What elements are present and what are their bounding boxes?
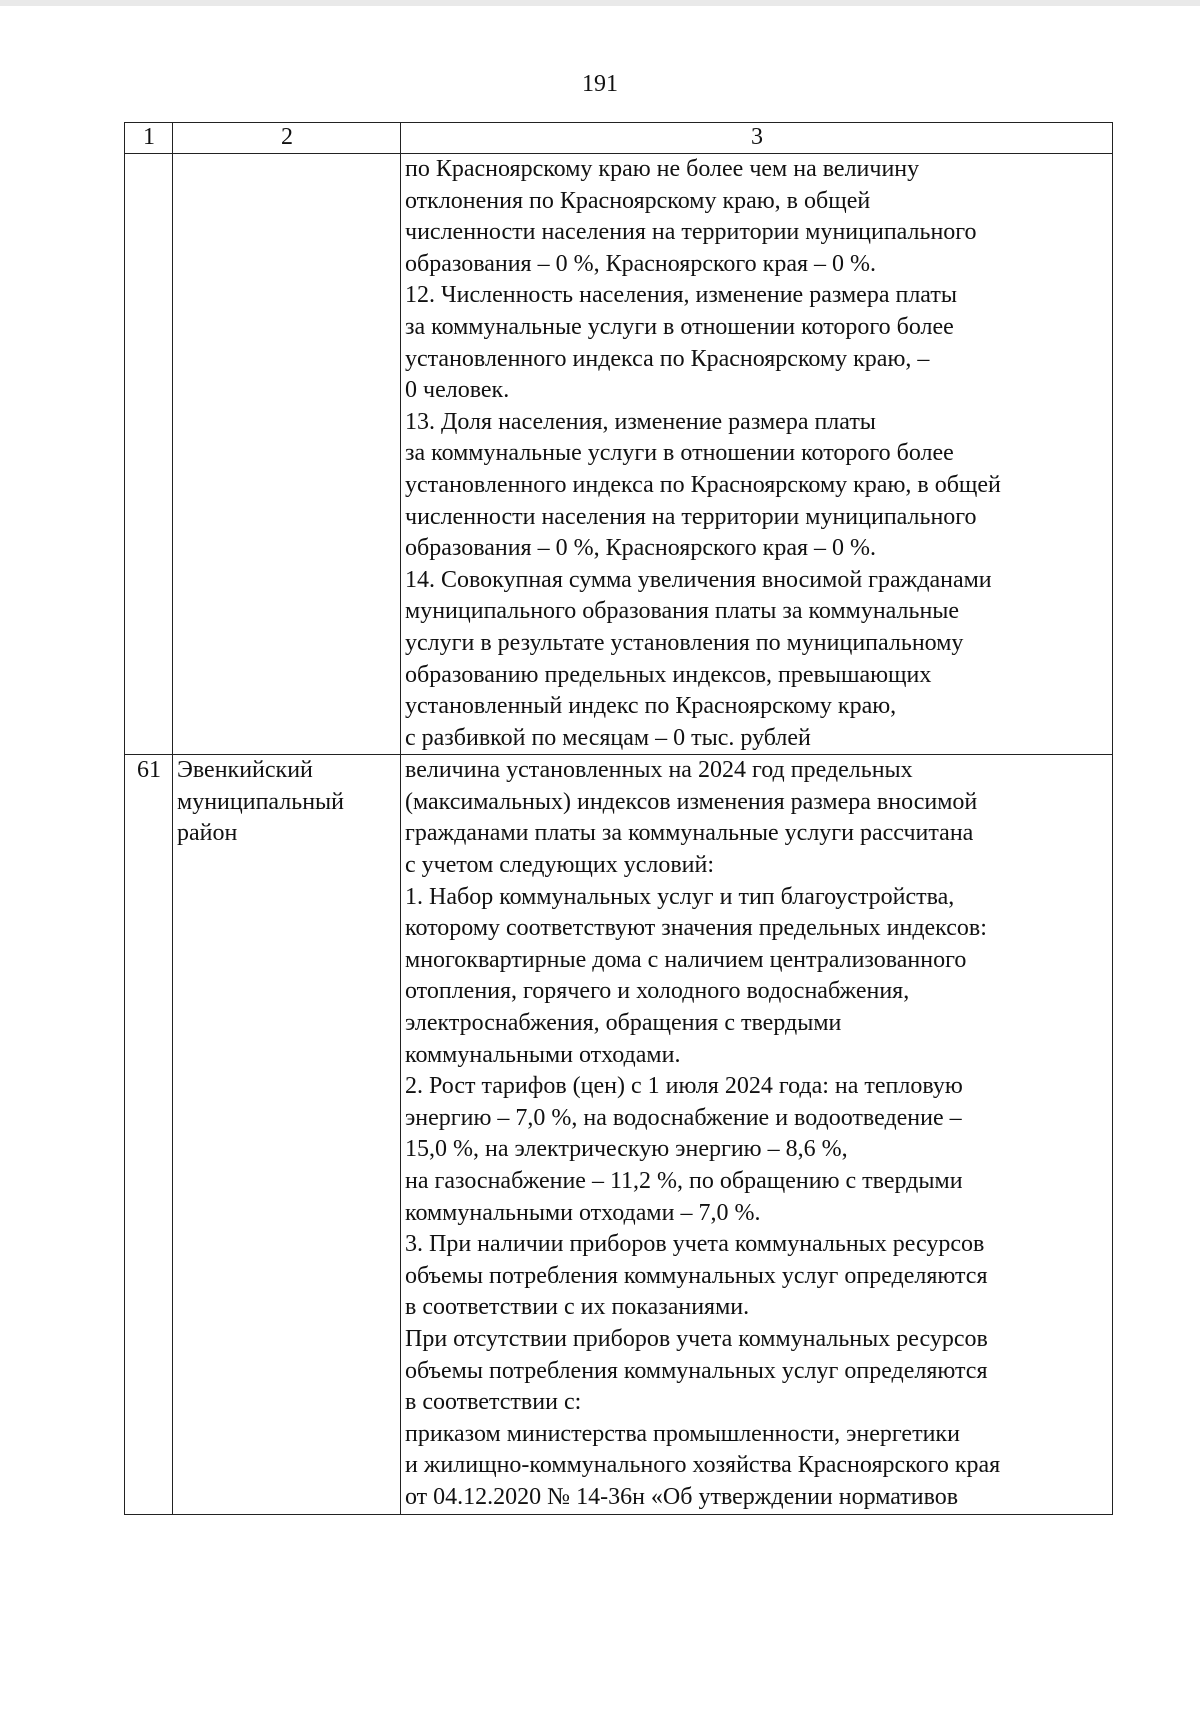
conditions-text-line: гражданами платы за коммунальные услуги рассчитана — [405, 820, 974, 847]
conditions-text-line: 12. Численность населения, изменение размера платы — [405, 282, 957, 309]
conditions-text-line: приказом министерства промышленности, энергетики — [405, 1420, 960, 1447]
conditions-text-line: численности населения на территории муниципального — [405, 503, 977, 530]
conditions-text-line: образования – 0 %, Красноярского края – 0 %. — [405, 250, 877, 277]
municipality-name-line: Эвенкийский — [177, 757, 313, 784]
conditions-text-line: услуги в результате установления по муниципальному — [405, 629, 964, 656]
row-number-cell: 61 — [125, 755, 173, 1514]
header-col-1: 1 — [125, 123, 173, 154]
conditions-text-line: 14. Совокупная сумма увеличения вносимой гражданами — [405, 566, 992, 593]
conditions-text-line: муниципального образования платы за коммунальные — [405, 598, 960, 625]
conditions-text-line: которому соответствуют значения предельных индексов: — [405, 915, 987, 942]
conditions-cell — [401, 755, 1113, 1514]
conditions-text-line: и жилищно-коммунального хозяйства Красноярского края — [405, 1452, 1001, 1479]
conditions-text-line: объемы потребления коммунальных услуг определяются — [405, 1262, 988, 1289]
conditions-text-line: с учетом следующих условий: — [405, 852, 715, 879]
document-table — [124, 122, 1113, 1515]
conditions-text-line: от 04.12.2020 № 14-36н «Об утверждении нормативов — [405, 1483, 959, 1510]
page-number: 191 — [582, 71, 618, 97]
table-row — [125, 154, 1113, 755]
conditions-text-line: электроснабжения, обращения с твердыми — [405, 1010, 842, 1037]
conditions-text-line: отклонения по Красноярскому краю, в общей — [405, 187, 871, 214]
conditions-text-line: коммунальными отходами. — [405, 1041, 681, 1068]
table-row — [125, 755, 1113, 1514]
conditions-text-line: энергию – 7,0 %, на водоснабжение и водоотведение – — [405, 1104, 962, 1131]
conditions-text-line: 13. Доля населения, изменение размера платы — [405, 408, 876, 435]
conditions-text-line: по Красноярскому краю не более чем на величину — [405, 156, 920, 182]
municipality-cell — [173, 755, 401, 1514]
conditions-text-line: в соответствии с: — [405, 1389, 582, 1416]
conditions-text-line: коммунальными отходами – 7,0 %. — [405, 1199, 761, 1226]
conditions-text-line: отопления, горячего и холодного водоснабжения, — [405, 978, 910, 1005]
conditions-text-line: 0 человек. — [405, 377, 510, 404]
header-col-2: 2 — [173, 123, 401, 154]
conditions-text-line: (максимальных) индексов изменения размера вносимой — [405, 788, 978, 815]
conditions-text-line: 1. Набор коммунальных услуг и тип благоустройства, — [405, 883, 955, 910]
conditions-text-line: в соответствии с их показаниями. — [405, 1294, 750, 1321]
municipality-name-line: район — [177, 820, 238, 847]
conditions-text-line: При отсутствии приборов учета коммунальных ресурсов — [405, 1325, 988, 1352]
conditions-text-line: численности населения на территории муниципального — [405, 219, 977, 246]
conditions-text-line: величина установленных на 2024 год предельных — [405, 757, 913, 784]
municipality-cell — [173, 154, 401, 755]
conditions-text-line: 2. Рост тарифов (цен) с 1 июля 2024 года: на тепловую — [405, 1073, 963, 1100]
conditions-text-line: установленный индекс по Красноярскому краю, — [405, 693, 897, 720]
conditions-text-line: на газоснабжение – 11,2 %, по обращению с твердыми — [405, 1168, 963, 1194]
scan-top-edge — [0, 0, 1200, 6]
header-col-3: 3 — [401, 123, 1113, 154]
conditions-text-line: 3. При наличии приборов учета коммунальных ресурсов — [405, 1231, 985, 1258]
conditions-text-line: установленного индекса по Красноярскому краю, – — [405, 345, 930, 372]
conditions-text-line: с разбивкой по месяцам – 0 тыс. рублей — [405, 724, 811, 751]
conditions-text-line: за коммунальные услуги в отношении которого более — [405, 440, 954, 467]
table-header-row — [125, 123, 1113, 154]
municipality-name-line: муниципальный — [177, 788, 345, 815]
conditions-text-line: 15,0 %, на электрическую энергию – 8,6 %, — [405, 1136, 848, 1163]
conditions-text-line: объемы потребления коммунальных услуг определяются — [405, 1357, 988, 1384]
conditions-text-line: установленного индекса по Красноярскому краю, в общей — [405, 471, 1001, 498]
conditions-cell — [401, 154, 1113, 755]
conditions-text-line: образованию предельных индексов, превышающих — [405, 661, 932, 688]
conditions-text-line: многоквартирные дома с наличием централизованного — [405, 946, 967, 973]
conditions-text-line: образования – 0 %, Красноярского края – 0 %. — [405, 535, 877, 562]
conditions-text-line: за коммунальные услуги в отношении которого более — [405, 313, 954, 340]
row-number-cell — [125, 154, 173, 755]
